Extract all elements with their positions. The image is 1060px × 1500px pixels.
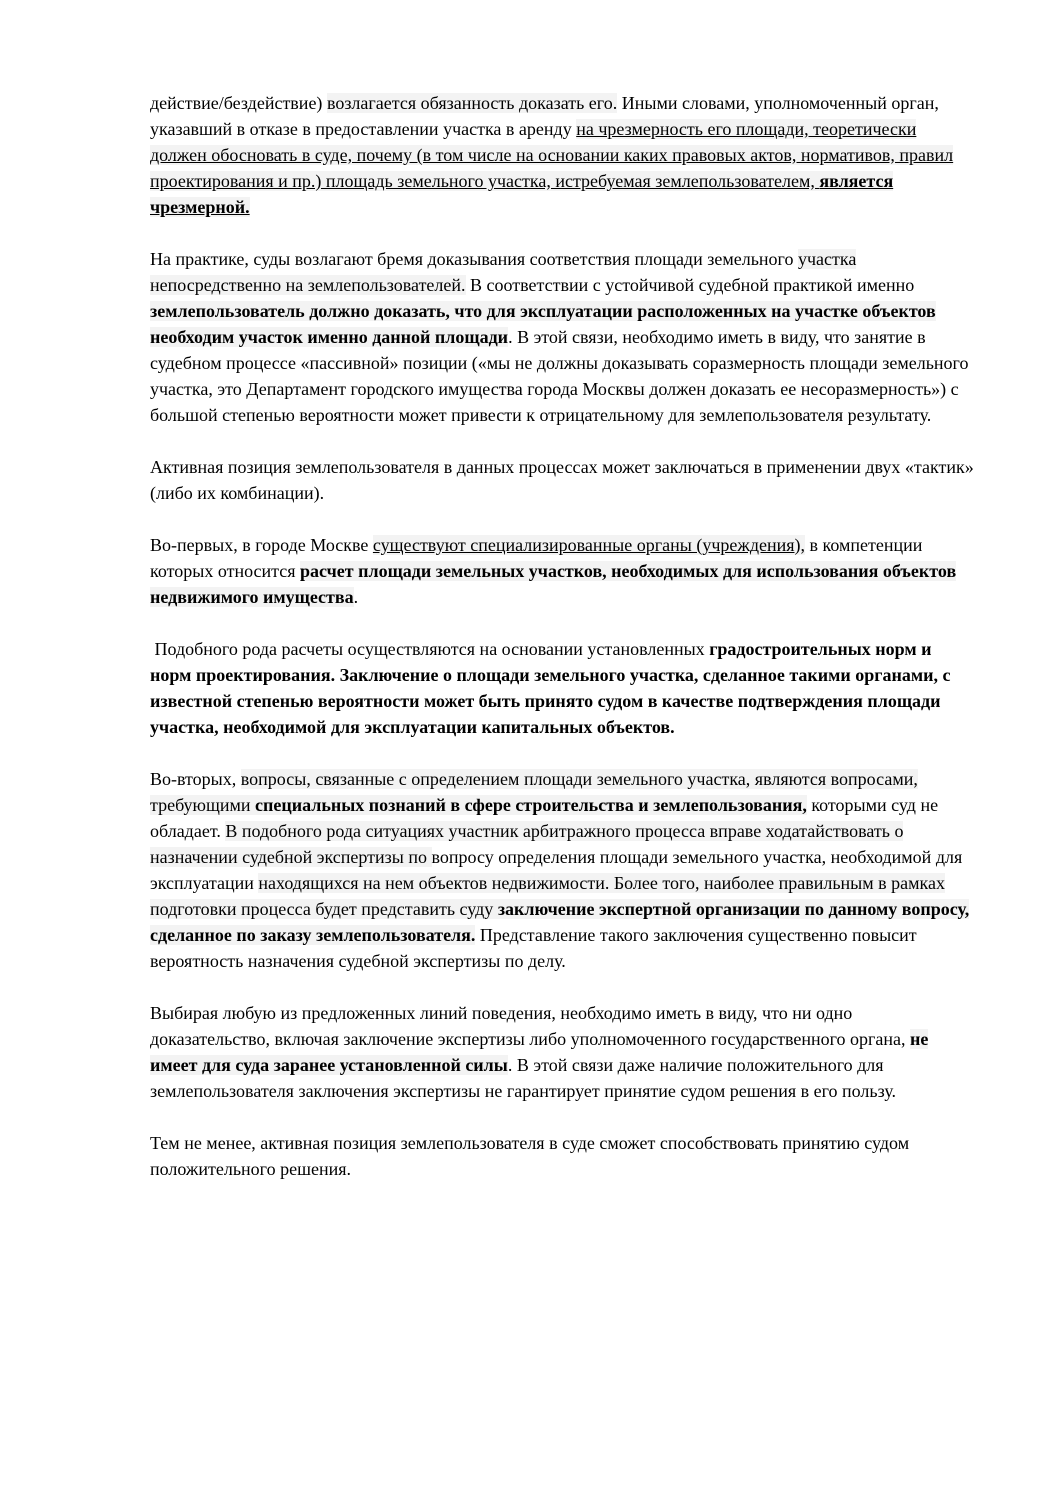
text-run: является чрезмерной. <box>150 171 894 217</box>
text-run: действие/бездействие) <box>150 93 327 113</box>
text-run: . <box>353 587 359 607</box>
text-run: В подобного рода ситуациях участник арбитражного процесса вправе ходатайствовать о назначении судебной экспертизы по <box>150 821 904 867</box>
text-run: заключение экспертной организации по данному вопросу, сделанное по заказу землепользователя. <box>150 899 970 945</box>
text-run: вопросы, связанные с определением площади земельного участка, являются вопросами, требующими <box>150 769 918 815</box>
document-content <box>150 90 976 1208</box>
paragraph <box>150 90 976 220</box>
text-run: Во-вторых, <box>150 769 241 789</box>
text-run: Тем не менее, активная позиция землепользователя в суде сможет способствовать принятию судом положительного решения. <box>150 1133 910 1179</box>
text-run: . В этой связи даже наличие положительного для землепользователя заключения экспертизы не гарантирует принятие судом решения в его пользу. <box>150 1055 897 1101</box>
text-run: специальных познаний в сфере строительства и землепользования, <box>255 795 807 815</box>
text-run: В соответствии с устойчивой судебной практикой именно <box>465 275 915 295</box>
text-run: не имеет для суда заранее установленной силы <box>150 1029 929 1075</box>
text-run: вопросу определения площади земельного участка, необходимой для эксплуатации <box>150 847 963 893</box>
text-run: находящихся на нем объектов недвижимости. Более того, наиболее правильным в рамках подготовки процесса будет представить суду <box>150 873 946 919</box>
text-run: на чрезмерность его площади, теоретически должен обосновать в суде, почему (в том числе на основании каких правовых актов, нормативов, правил проектирования и пр.) площадь земельного участка, истребуемая землепользователем, <box>150 119 954 191</box>
text-run: Иными словами, уполномоченный орган, указавший в отказе в предоставлении участка в аренду <box>150 93 939 139</box>
text-run: Во-первых, в городе Москве <box>150 535 373 555</box>
paragraph <box>150 1000 976 1104</box>
text-run: существуют специализированные органы (учреждения), <box>372 535 806 555</box>
text-run: участка непосредственно на землепользователей. <box>150 249 857 295</box>
paragraph <box>150 766 976 974</box>
text-run: землепользователь должно доказать, что для эксплуатации расположенных на участке объектов необходим участок именно данной площади <box>150 301 936 347</box>
text-run: Выбирая любую из предложенных линий поведения, необходимо иметь в виду, что ни одно доказательство, включая заключение экспертизы либо уполномоченного государственного органа, <box>150 1003 911 1049</box>
paragraph <box>150 532 976 610</box>
text-run: Активная позиция землепользователя в данных процессах может заключаться в применении двух «тактик» (либо их комбинации). <box>150 457 974 503</box>
text-run: которыми суд не обладает. <box>150 795 939 841</box>
text-run: возлагается обязанность доказать его. <box>326 93 618 113</box>
text-run: расчет площади земельных участков, необходимых для использования объектов недвижимого имущества <box>150 561 957 607</box>
text-run: градостроительных норм и норм проектирования. Заключение о площади земельного участка, сделанное такими органами, с известной степенью вероятности может быть принято судом в качестве подтверждения площади участка, необходимой для эксплуатации капитальных объектов. <box>150 639 951 737</box>
paragraph <box>150 636 976 740</box>
paragraph <box>150 454 976 506</box>
text-run: На практике, суды возлагают бремя доказывания соответствия площади земельного <box>150 249 798 269</box>
text-run: в компетенции которых относится <box>150 535 923 581</box>
paragraph <box>150 1130 976 1182</box>
paragraph <box>150 246 976 428</box>
text-run: Представление такого заключения существенно повысит вероятность назначения судебной экспертизы по делу. <box>150 925 917 971</box>
text-run: . В этой связи, необходимо иметь в виду, что занятие в судебном процессе «пассивной» позиции («мы не должны доказывать соразмерность площади земельного участка, это Департамент городского имущества города Москвы должен доказать ее несоразмерность») с большой степенью вероятности может привести к отрицательному для землепользователя результату. <box>150 327 969 425</box>
text-run: Подобного рода расчеты осуществляются на основании установленных <box>150 639 710 659</box>
